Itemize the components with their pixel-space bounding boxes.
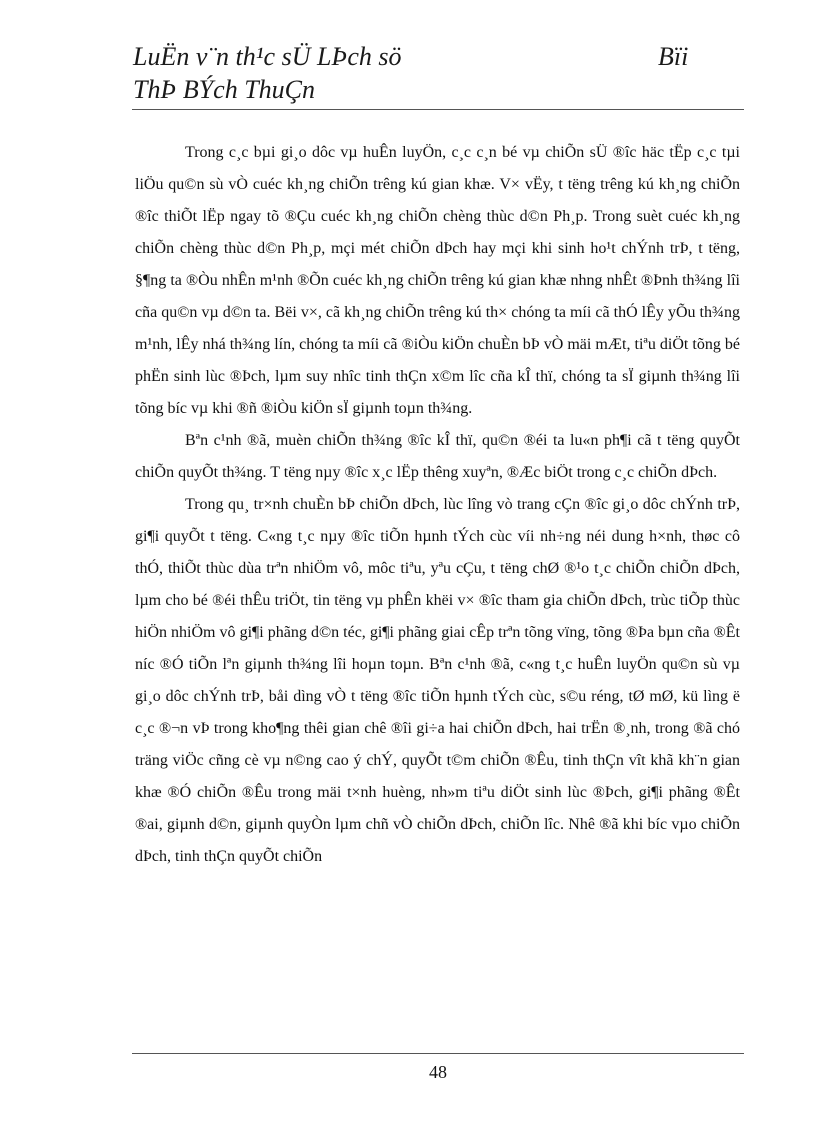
header-author-given-names: ThÞ BÝch ThuÇn <box>133 75 316 104</box>
page-number: 48 <box>429 1062 447 1082</box>
paragraph-2: Bªn c¹nh ®ã, muèn chiÕn th¾ng ®îc kÎ thï, qu©n ®éi ta lu«n ph¶i cã t tëng quyÕt chiÕn quyÕt th¾ng. T tëng nµy ®îc x¸c lËp thêng xuyªn, ®Æc biÖt trong c¸c chiÕn dÞch. <box>135 432 740 481</box>
body-text <box>135 137 740 873</box>
header-title-left: LuËn v¨n th¹c sÜ LÞch sö <box>133 42 402 71</box>
paragraph-3: Trong qu¸ tr×nh chuÈn bÞ chiÕn dÞch, lùc lîng vò trang cÇn ®îc gi¸o dôc chÝnh trÞ, gi¶i quyÕt t tëng. C«ng t¸c nµy ®îc tiÕn hµnh tÝch cùc víi nh÷ng néi dung h×nh, thøc cô thÓ, thiÕt thùc dùa trªn nhiÖm vô, môc tiªu, yªu cÇu, t tëng chØ ®¹o t¸c chiÕn chiÕn dÞch, lµm cho bé ®éi thÊu triÖt, tin tëng vµ phÊn khëi v× ®îc tham gia chiÕn dÞch, trùc tiÕp thùc hiÖn nhiÖm vô gi¶i phãng d©n téc, gi¶i phãng giai cÊp trªn tõng vïng, tõng ®Þa bµn cña ®Êt níc ®Ó tiÕn lªn giµnh th¾ng lîi hoµn toµn. Bªn c¹nh ®ã, c«ng t¸c huÊn luyÖn qu©n sù vµ gi¸o dôc chÝnh trÞ, båi dìng vÒ t tëng ®îc tiÕn hµnh tÝch cùc, s©u réng, tØ mØ, kü lìng ë c¸c ®¬n vÞ trong kho¶ng thêi gian chê ®îi gi÷a hai chiÕn dÞch, hai trËn ®¸nh, trong ®ã chó träng viÖc cñng cè vµ n©ng cao ý chÝ, quyÕt t©m chiÕn ®Êu, tinh thÇn vît khã kh¨n gian khæ ®Ó chiÕn ®Êu trong mäi t×nh huèng, nh»m tiªu diÖt sinh lùc ®Þch, gi¶i phãng ®Êt ®ai, giµnh d©n, giµnh quyÒn lµm chñ vÒ chiÕn dÞch, chiÕn lîc. Nhê ®ã khi bíc vµo chiÕn dÞch, tinh thÇn quyÕt chiÕn <box>135 496 740 865</box>
footer-rule <box>132 1053 744 1054</box>
header-author-surname: Bïi <box>658 42 689 71</box>
paragraph-1: Trong c¸c bµi gi¸o dôc vµ huÊn luyÖn, c¸c c¸n bé vµ chiÕn sÜ ®îc häc tËp c¸c tµi liÖu qu©n sù vÒ cuéc kh¸ng chiÕn trêng kú gian khæ. V× vËy, t tëng trêng kú kh¸ng chiÕn ®îc thiÕt lËp ngay tõ ®Çu cuéc kh¸ng chiÕn chèng thùc d©n Ph¸p. Trong suèt cuéc kh¸ng chiÕn chèng thùc d©n Ph¸p, mçi mét chiÕn dÞch hay mçi khi sinh ho¹t chÝnh trÞ, t tëng, §¶ng ta ®Òu nhÊn m¹nh ®Õn cuéc kh¸ng chiÕn trêng kú gian khæ nhng nhÊt ®Þnh th¾ng lîi cña qu©n vµ d©n ta. Bëi v×, cã kh¸ng chiÕn trêng kú th× chóng ta míi cã thÓ lÊy yÕu th¾ng m¹nh, lÊy nhá th¾ng lín, chóng ta míi cã ®iÒu kiÖn chuÈn bÞ vÒ mäi mÆt, tiªu diÖt tõng bé phËn sinh lùc ®Þch, lµm suy nhîc tinh thÇn x©m lîc cña kÎ thï, chóng ta sÏ giµnh th¾ng lîi tõng bíc vµ khi ®ñ ®iÒu kiÖn sÏ giµnh toµn th¾ng. <box>135 144 740 417</box>
running-header <box>133 40 743 106</box>
header-line-1 <box>133 40 743 73</box>
header-rule <box>132 109 744 110</box>
